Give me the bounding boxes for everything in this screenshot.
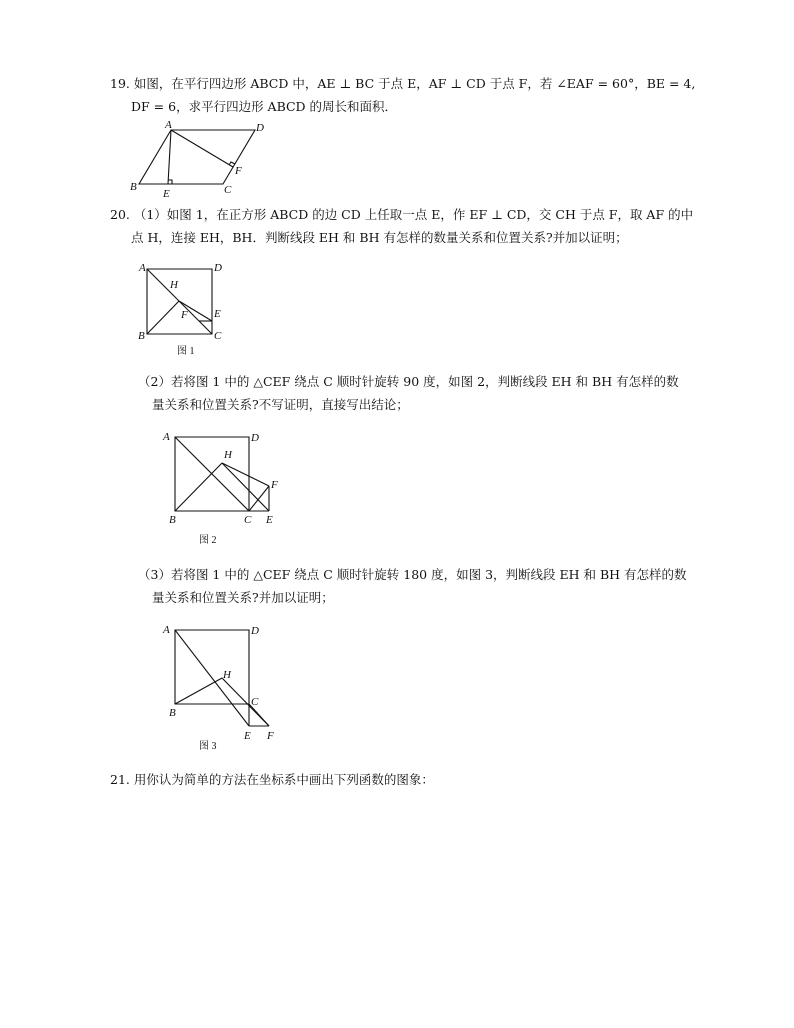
fig2-caption: 图 2	[199, 535, 217, 546]
q20-part1-line1: 20. （1）如图 1，在正方形 ABCD 的边 CD 上任取一点 E，作 EF ⊥ CD，交 CH 于点 F，取 AF 的中	[110, 207, 694, 222]
label-e: E	[266, 514, 273, 526]
label-b: B	[169, 514, 176, 526]
label-c: C	[214, 330, 222, 342]
label-d: D	[251, 625, 259, 637]
label-d: D	[251, 432, 259, 444]
label-b: B	[138, 330, 145, 342]
square-abcd	[175, 630, 249, 704]
label-e: E	[163, 188, 170, 200]
segment-ae	[175, 630, 249, 726]
label-c: C	[251, 696, 259, 708]
fig3-caption: 图 3	[199, 741, 217, 752]
label-d: D	[256, 122, 264, 134]
q19-parallelogram-figure	[125, 118, 265, 198]
label-f: F	[235, 165, 242, 177]
label-a: A	[163, 431, 170, 443]
q19-text-line2: DF = 6，求平行四边形 ABCD 的周长和面积．	[131, 99, 398, 114]
label-b: B	[169, 707, 176, 719]
label-a: A	[165, 119, 172, 131]
q20-part1-line2: 点 H，连接 EH，BH．判断线段 EH 和 BH 有怎样的数量关系和位置关系?并加以证明；	[131, 230, 628, 245]
q20-part2-line1: （2）若将图 1 中的 △CEF 绕点 C 顺时针旋转 90 度，如图 2，判断线段 EH 和 BH 有怎样的数	[138, 374, 679, 389]
label-e: E	[244, 730, 251, 742]
q21-text-line1: 21. 用你认为简单的方法在坐标系中画出下列函数的图象：	[110, 772, 434, 787]
label-e: E	[214, 308, 221, 320]
segment-bh	[175, 678, 222, 704]
label-a: A	[163, 624, 170, 636]
label-f: F	[271, 479, 278, 491]
segment-bh	[147, 301, 179, 334]
q20-part3-line2: 量关系和位置关系?并加以证明；	[152, 590, 334, 605]
label-h: H	[223, 669, 231, 681]
q20-figure-1	[135, 262, 235, 362]
label-d: D	[214, 262, 222, 274]
segment-hf	[222, 463, 269, 486]
segment-he	[222, 463, 269, 511]
q20-figure-2	[155, 428, 295, 553]
label-h: H	[224, 449, 232, 461]
q20-part2-line2: 量关系和位置关系?不写证明，直接写出结论；	[152, 397, 409, 412]
label-f: F	[181, 309, 188, 321]
label-h: H	[170, 279, 178, 291]
label-c: C	[224, 184, 232, 196]
segment-ae	[168, 130, 171, 184]
fig1-caption: 图 1	[177, 346, 195, 357]
q20-figure-3	[155, 621, 295, 756]
label-a: A	[139, 262, 146, 274]
label-c: C	[244, 514, 252, 526]
label-f: F	[267, 730, 274, 742]
q20-part3-line1: （3）若将图 1 中的 △CEF 绕点 C 顺时针旋转 180 度，如图 3，判断线段 EH 和 BH 有怎样的数	[138, 567, 687, 582]
q19-text-line1: 19. 如图，在平行四边形 ABCD 中，AE ⊥ BC 于点 E，AF ⊥ CD 于点 F，若 ∠EAF = 60°，BE = 4,	[110, 76, 696, 91]
segment-af	[171, 130, 233, 167]
segment-bh	[175, 463, 222, 511]
label-b: B	[130, 181, 137, 193]
